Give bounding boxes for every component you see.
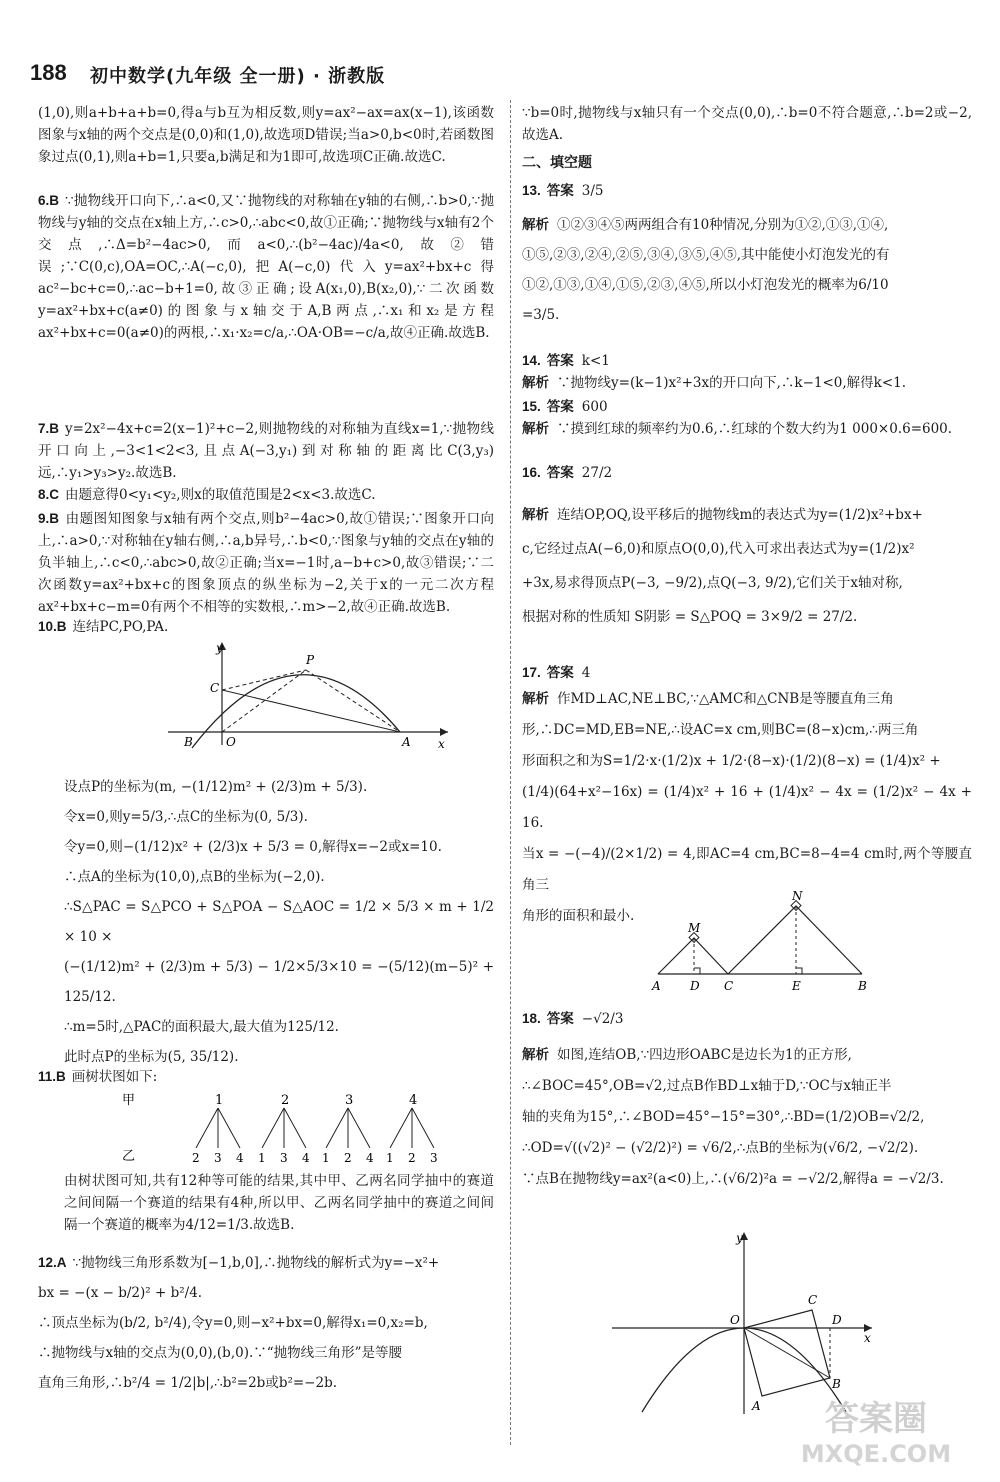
question-number: 6.B bbox=[38, 193, 60, 208]
section-heading bbox=[522, 152, 972, 174]
page-header bbox=[30, 58, 970, 92]
segment-po bbox=[222, 670, 306, 732]
segment-pc bbox=[222, 670, 306, 690]
question-number: 18. bbox=[522, 1011, 541, 1026]
step-line: =3/5. bbox=[522, 307, 560, 323]
step-line: c,它经过点A(−6,0)和原点O(0,0),代入可求出表达式为y=(1/2)x² bbox=[522, 541, 915, 557]
step-line: 形,∴DC=MD,EB=NE,∴设AC=x cm,则BC=(8−x)cm,∴两三角 bbox=[522, 722, 919, 738]
origin-label: O bbox=[226, 735, 236, 749]
point-label-c: C bbox=[724, 979, 734, 993]
watermark-logo bbox=[766, 1390, 986, 1470]
tree-leaf: 4 bbox=[236, 1151, 244, 1164]
point-label-b: B bbox=[858, 979, 867, 993]
x-axis-arrow bbox=[440, 728, 448, 736]
step-line: 当x = −(−4)/(2×1/2) = 4,即AC=4 cm,BC=8−4=4 cm时,两个等腰直角三 bbox=[522, 846, 972, 893]
tree-leaf: 1 bbox=[322, 1151, 330, 1164]
step-line: 令x=0,则y=5/3,∴点C的坐标为(0, 5/3). bbox=[64, 809, 308, 825]
answer-9 bbox=[38, 508, 494, 618]
answer-5-continued bbox=[38, 102, 494, 168]
figure-q17-triangles bbox=[642, 890, 882, 1000]
step-line: ∴抛物线与x轴的交点为(0,0),(b,0).∵“抛物线三角形”是等腰 bbox=[38, 1345, 403, 1361]
answer-text: 连结PC,PO,PA. bbox=[72, 619, 169, 635]
tree-root-1: 1 bbox=[215, 1093, 224, 1108]
tree-leaf: 4 bbox=[366, 1151, 374, 1164]
point-label-b: B bbox=[832, 1377, 841, 1391]
section-title: 二、填空题 bbox=[522, 155, 592, 171]
question-number: 16. bbox=[522, 465, 541, 480]
answer-value: k<1 bbox=[581, 353, 610, 369]
answer-8 bbox=[38, 484, 494, 506]
answer-value: −√2/3 bbox=[581, 1011, 624, 1027]
tree-leaf: 2 bbox=[192, 1151, 200, 1164]
question-number: 9.B bbox=[38, 511, 60, 526]
segment-ob bbox=[744, 1328, 830, 1378]
tree-leaf: 1 bbox=[258, 1151, 266, 1164]
tree-root-3: 3 bbox=[345, 1093, 354, 1108]
answer-value: 3/5 bbox=[581, 183, 604, 199]
point-label-c: C bbox=[808, 1293, 818, 1307]
tree-leaf: 2 bbox=[408, 1151, 416, 1164]
answer-12 bbox=[38, 1248, 494, 1398]
triangle-cnb bbox=[728, 906, 862, 974]
step-line: ∴顶点坐标为(b/2, b²/4),令y=0,则−x²+bx=0,解得x₁=0,x₂=b, bbox=[38, 1315, 428, 1331]
step-line: 此时点P的坐标为(5, 35/12). bbox=[64, 1049, 239, 1065]
step-line: (−(1/12)m² + (2/3)m + 5/3) − 1/2×5/3×10 = −(5/12)(m−5)² + 125/12. bbox=[64, 959, 494, 1005]
step-line: ∵抛物线三角形系数为[−1,b,0],∴抛物线的解析式为y=−x²+ bbox=[72, 1255, 440, 1271]
step-line: 如图,连结OB,∵四边形OABC是边长为1的正方形, bbox=[557, 1047, 852, 1063]
analysis-label: 解析 bbox=[522, 1047, 549, 1063]
analysis-label: 解析 bbox=[522, 217, 549, 233]
analysis-label: 解析 bbox=[522, 375, 549, 391]
triangle-amc bbox=[658, 938, 728, 974]
tree-leaf: 2 bbox=[344, 1151, 352, 1164]
step-line: 直角三角形,∴b²/4 = 1/2|b|,∴b²=2b或b²=−2b. bbox=[38, 1375, 338, 1391]
answer-label: 答案 bbox=[546, 399, 574, 415]
tree-leaf: 4 bbox=[302, 1151, 310, 1164]
question-number: 7.B bbox=[38, 421, 60, 436]
segment-pa bbox=[306, 670, 400, 732]
step-line: ∴m=5时,△PAC的面积最大,最大值为125/12. bbox=[64, 1019, 339, 1035]
tree-root-4: 4 bbox=[409, 1093, 418, 1108]
point-label-c: C bbox=[210, 681, 220, 695]
watermark-line2: MXQE.COM bbox=[800, 1440, 952, 1468]
x-axis-label: x bbox=[438, 737, 445, 750]
step-line: ①②,①③,①④,①⑤,②③,④⑤,所以小灯泡发光的概率为6/10 bbox=[522, 277, 889, 293]
point-label-e: E bbox=[792, 979, 801, 993]
answer-text: ∵摸到红球的频率约为0.6,∴红球的个数大约为1 000×0.6=600. bbox=[557, 421, 953, 437]
answer-text: 由题意得0<y₁<y₂,则x的取值范围是2<x<3.故选C. bbox=[65, 487, 376, 503]
tree-branches bbox=[196, 1108, 434, 1148]
answer-10-steps bbox=[64, 772, 494, 1072]
answer-15 bbox=[522, 396, 972, 440]
step-line: bx = −(x − b/2)² + b²/4. bbox=[38, 1285, 203, 1301]
step-line: 连结OP,OQ,设平移后的抛物线m的表达式为y=(1/2)x²+bx+ bbox=[557, 507, 923, 523]
step-line: +3x,易求得顶点P(−3, −9/2),点Q(−3, 9/2),它们关于x轴对称, bbox=[522, 575, 903, 591]
paragraph: ∵b=0时,抛物线与x轴只有一个交点(0,0),∴b=0不符合题意,∴b=2或−2,故选A. bbox=[522, 105, 972, 143]
watermark-line1: 答案圈 bbox=[825, 1399, 927, 1439]
answer-10 bbox=[38, 616, 494, 638]
point-label-m: M bbox=[688, 921, 701, 935]
step-line: ∴点A的坐标为(10,0),点B的坐标为(−2,0). bbox=[64, 869, 325, 885]
question-number: 12.A bbox=[38, 1255, 67, 1270]
column-divider bbox=[510, 100, 511, 1445]
answer-text: 由树状图可知,共有12种等可能的结果,其中甲、乙两名同学抽中的赛道之间间隔一个赛道的结果有4种,所以甲、乙两名同学抽中的赛道之间间隔一个赛道的概率为4/12=1/3.故选B. bbox=[64, 1173, 494, 1233]
paragraph: (1,0),则a+b+a+b=0,得a与b互为相反数,则y=ax²−ax=ax(x−1),该函数图象与x轴的两个交点是(0,0)和(1,0),故选项D错误;当a>0,b<0时,若函数图象过点(0,1),则a+b=1,只要a,b满足和为1即可,故选项C正确.故选C. bbox=[38, 105, 494, 165]
right-angle-d bbox=[694, 968, 700, 974]
step-line: 令y=0,则−(1/12)x² + (2/3)x + 5/3 = 0,解得x=−2或x=10. bbox=[64, 839, 442, 855]
question-number: 17. bbox=[522, 665, 541, 680]
tree-leaf: 3 bbox=[214, 1151, 222, 1164]
answer-11 bbox=[38, 1066, 494, 1088]
question-number: 15. bbox=[522, 399, 541, 414]
tree-leaf: 3 bbox=[430, 1151, 438, 1164]
step-line: ①⑤,②③,②④,②⑤,③④,③⑤,④⑤,其中能使小灯泡发光的有 bbox=[522, 247, 890, 263]
answer-value: 27/2 bbox=[581, 465, 613, 481]
step-line: 轴的夹角为15°,∴∠BOD=45°−15°=30°,∴BD=(1/2)OB=√2/2, bbox=[522, 1109, 925, 1125]
answer-label: 答案 bbox=[546, 465, 574, 481]
origin-label: O bbox=[730, 1313, 740, 1327]
right-angle-e bbox=[796, 968, 802, 974]
answer-text: ∵抛物线y=(k−1)x²+3x的开口向下,∴k−1<0,解得k<1. bbox=[557, 375, 907, 391]
tree-leaf: 3 bbox=[280, 1151, 288, 1164]
answer-text: y=2x²−4x+c=2(x−1)²+c−2,则抛物线的对称轴为直线x=1,∵抛物线开口向上,−3<1<2<3,且点A(−3,y₁)到对称轴的距离比C(3,y₃)远,∴y₁>y₃>y₂.故选B. bbox=[38, 421, 494, 481]
segment-ca bbox=[222, 690, 400, 732]
answer-label: 答案 bbox=[546, 353, 574, 369]
question-number: 8.C bbox=[38, 487, 60, 502]
point-label-a: A bbox=[402, 735, 411, 749]
question-number: 14. bbox=[522, 353, 541, 368]
step-line: 角形的面积和最小. bbox=[522, 908, 635, 924]
parabola-curve bbox=[192, 675, 400, 748]
step-line: ∴OD=√((√2)² − (√2/2)²) = √6/2,∴点B的坐标为(√6/2, −√2/2). bbox=[522, 1140, 919, 1156]
answer-value: 4 bbox=[581, 665, 591, 681]
answer-text: 由题图知图象与x轴有两个交点,则b²−4ac>0,故①错误;∵图象开口向上,∴a>0,∵对称轴在y轴右侧,∴a,b异号,∴b<0,∵图象与y轴的交点在y轴的负半轴上,∴c<0,∴abc>0,故②正确;当x=−1时,a−b+c>0,故③错误;∵二次函数y=ax²+bx+c的图象顶点的纵坐标为−2,关于x的一元二次方程ax²+bx+c−m=0有两个不相等的实数根,∴m>−2,故④正确.故选B. bbox=[38, 511, 494, 615]
analysis-label: 解析 bbox=[522, 507, 549, 523]
tree-root-2: 2 bbox=[281, 1093, 290, 1108]
page-number: 188 bbox=[30, 60, 67, 85]
point-label-a: A bbox=[652, 979, 661, 993]
tree-label-top: 甲 bbox=[122, 1093, 136, 1108]
analysis-label: 解析 bbox=[522, 421, 549, 437]
tree-label-bottom: 乙 bbox=[122, 1149, 136, 1164]
step-line: 形面积之和为S=1/2·x·(1/2)x + 1/2·(8−x)·(1/2)(8−x) = (1/4)x² + bbox=[522, 753, 941, 769]
tree-leaf: 1 bbox=[386, 1151, 394, 1164]
question-number: 11.B bbox=[38, 1069, 66, 1084]
question-number: 10.B bbox=[38, 619, 67, 634]
step-line: ∴S△PAC = S△PCO + S△POA − S△AOC = 1/2 × 5/3 × m + 1/2 × 10 × bbox=[64, 899, 494, 945]
step-line: 设点P的坐标为(m, −(1/12)m² + (2/3)m + 5/3). bbox=[64, 779, 368, 795]
question-number: 13. bbox=[522, 183, 541, 198]
answer-value: 600 bbox=[581, 399, 608, 415]
step-line: (1/4)(64+x²−16x) = (1/4)x² + 16 + (1/4)x² − 4x = (1/2)x² − 4x + 16. bbox=[522, 784, 972, 831]
step-line: 根据对称的性质知 S阴影 = S△POQ = 3×9/2 = 27/2. bbox=[522, 609, 858, 625]
point-label-n: N bbox=[792, 890, 803, 903]
y-axis-label: y bbox=[216, 641, 223, 655]
point-label-d: D bbox=[832, 1313, 842, 1327]
answer-13 bbox=[522, 180, 972, 330]
answer-7 bbox=[38, 418, 494, 484]
answer-text: ∵抛物线开口向下,∴a<0,又∵抛物线的对称轴在y轴的右侧,∴b>0,∵抛物线与y轴的交点在x轴上方,∴c>0,∴abc<0,故①正确;∵抛物线与x轴有2个交点,∴Δ=b²−4ac>0,而a<0,∴(b²−4ac)/4a<0,故②错误;∵C(0,c),OA=OC,∴A(−c,0),把A(−c,0)代入y=ax²+bx+c得ac²−bc+c=0,∴ac−b+1=0,故③正确;设A(x₁,0),B(x₂,0),∵二次函数y=ax²+bx+c(a≠0)的图象与x轴交于A,B两点,∴x₁和x₂是方程ax²+bx+c=0(a≠0)的两根,∴x₁·x₂=c/a,∴OA·OB=−c/a,故④正确.故选B. bbox=[38, 193, 494, 341]
book-title: 初中数学(九年级 全一册) · 浙教版 bbox=[90, 66, 386, 87]
x-axis-label: x bbox=[864, 1331, 871, 1345]
answer-12-continued bbox=[522, 102, 972, 146]
point-label-d: D bbox=[690, 979, 700, 993]
answer-6 bbox=[38, 190, 494, 344]
y-axis-label: y bbox=[736, 1231, 743, 1245]
figure-q10-parabola bbox=[168, 640, 458, 750]
answer-text: 画树状图如下: bbox=[71, 1069, 158, 1085]
point-label-b: B bbox=[184, 735, 193, 749]
answer-11-text bbox=[64, 1170, 494, 1236]
tree-diagram bbox=[68, 1090, 508, 1164]
answer-16 bbox=[522, 462, 972, 634]
answer-14 bbox=[522, 350, 972, 394]
answer-label: 答案 bbox=[546, 1011, 574, 1027]
point-label-a: A bbox=[752, 1399, 761, 1413]
step-line: 作MD⊥AC,NE⊥BC,∵△AMC和△CNB是等腰直角三角 bbox=[557, 691, 894, 707]
point-label-p: P bbox=[306, 653, 315, 667]
answer-label: 答案 bbox=[546, 665, 574, 681]
analysis-label: 解析 bbox=[522, 691, 549, 707]
step-line: ①②③④⑤两两组合有10种情况,分别为①②,①③,①④, bbox=[557, 217, 889, 233]
step-line: ∵点B在抛物线y=ax²(a<0)上,∴(√6/2)²a = −√2/2,解得a = −√2/3. bbox=[522, 1171, 944, 1187]
step-line: ∴∠BOC=45°,OB=√2,过点B作BD⊥x轴于D,∵OC与x轴正半 bbox=[522, 1078, 892, 1094]
answer-18 bbox=[522, 1008, 972, 1195]
answer-label: 答案 bbox=[546, 183, 574, 199]
